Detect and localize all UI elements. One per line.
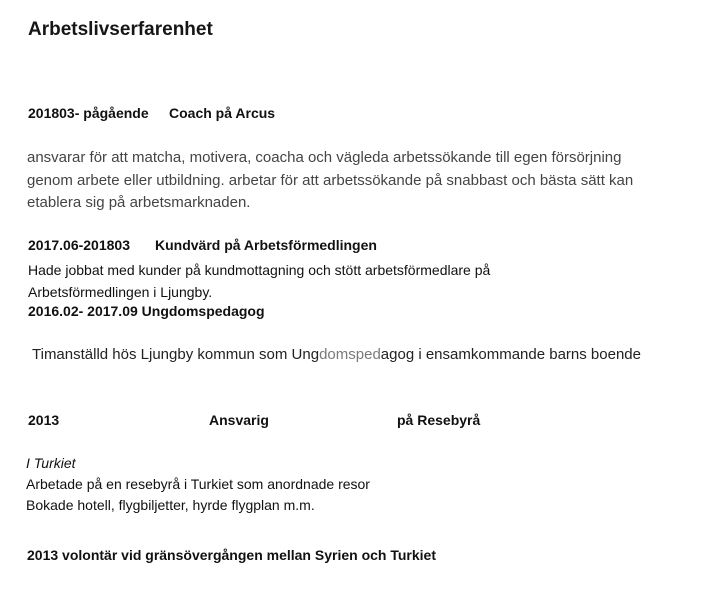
job4-description	[26, 474, 370, 516]
section-title: Arbetslivserfarenhet	[28, 19, 213, 40]
job3-heading: 2016.02- 2017.09 Ungdomspedagog	[28, 303, 265, 319]
job4-role: Ansvarig	[209, 412, 269, 428]
job5-heading: 2013 volontär vid gränsövergången mellan Syrien och Turkiet	[27, 547, 436, 563]
job3-description	[32, 346, 641, 363]
job1-period: 201803- pågående	[28, 105, 149, 121]
job2-line: Arbetsförmedlingen i Ljungby.	[28, 284, 213, 300]
job4-line: Arbetade på en resebyrå i Turkiet som anordnade resor	[26, 476, 370, 492]
job2-description	[28, 259, 490, 303]
job1-description	[27, 147, 633, 215]
job1-line: etablera sig på arbetsmarknaden.	[27, 194, 251, 211]
job3-text-before: Timanställd hös Ljungby kommun som Ung	[32, 346, 320, 363]
job4-place: på Resebyrå	[397, 412, 481, 428]
job1-line: ansvarar för att matcha, motivera, coacha och vägleda arbetssökande till egen försörjning	[27, 149, 622, 166]
job1-role: Coach på Arcus	[169, 105, 276, 121]
job2-role: Kundvärd på Arbetsförmedlingen	[155, 237, 377, 253]
job2-line: Hade jobbat med kunder på kundmottagning och stött arbetsförmedlare på	[28, 262, 491, 278]
job2-period: 2017.06-201803	[28, 237, 130, 253]
job4-line: Bokade hotell, flygbiljetter, hyrde flygplan m.m.	[26, 497, 315, 513]
job4-year: 2013	[28, 412, 60, 428]
job1-line: genom arbete eller utbildning. arbetar för att arbetssökande på snabbast och bästa sätt kan	[27, 171, 634, 189]
job3-text-faded: domsped	[319, 346, 381, 363]
job4-location: I Turkiet	[26, 455, 76, 471]
job3-text-after: agog i ensamkommande barns boende	[380, 346, 641, 363]
